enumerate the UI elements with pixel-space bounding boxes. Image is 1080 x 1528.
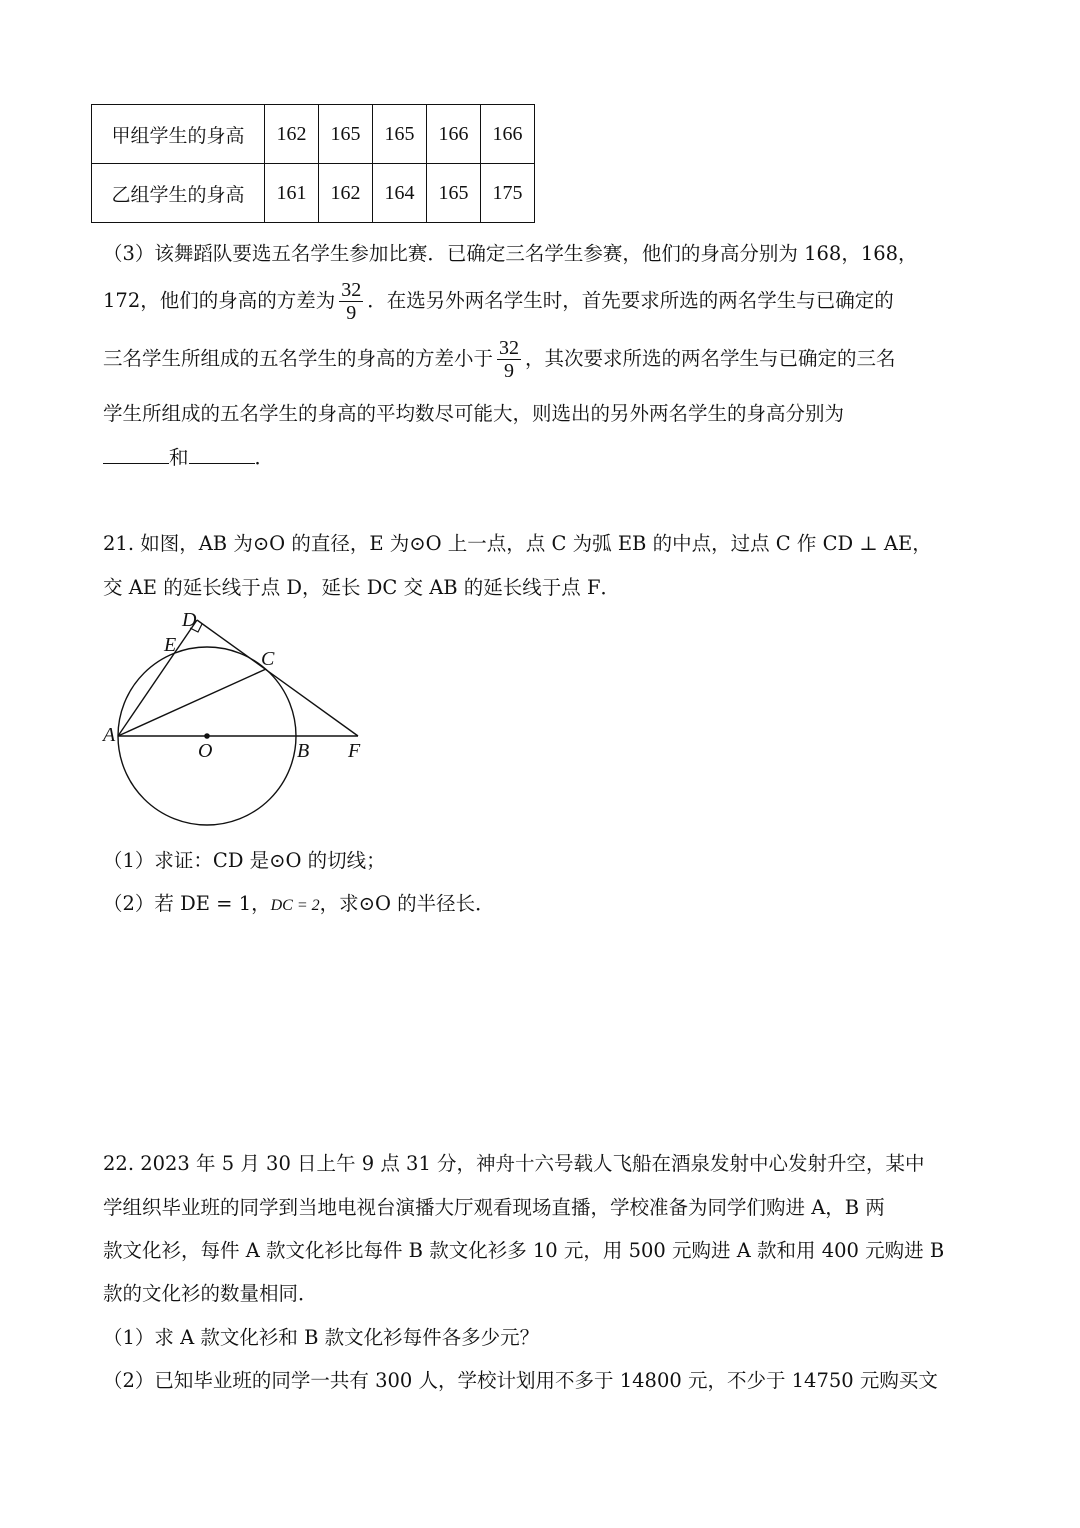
fraction-numerator: 32: [341, 279, 362, 301]
table-cell: 165: [373, 105, 427, 164]
table-cell: 161: [265, 164, 319, 223]
center-point: [204, 733, 210, 739]
q21-line2: 交 AE 的延长线于点 D，延长 DC 交 AB 的延长线于点 F．: [103, 576, 621, 599]
fraction-denominator: 9: [346, 302, 357, 324]
q21-part2-b: DC = 2: [270, 897, 320, 914]
label-a: A: [103, 724, 116, 746]
table-cell: 162: [319, 164, 373, 223]
height-table: [91, 104, 535, 223]
fraction-numerator: 32: [499, 337, 520, 359]
table-cell: 166: [481, 105, 535, 164]
table-row: [92, 164, 535, 223]
table-cell: 166: [427, 105, 481, 164]
table-cell: 162: [265, 105, 319, 164]
q21-part2-a: （2）若 DE = 1，: [103, 892, 271, 915]
label-b: B: [297, 740, 310, 762]
row-label: 甲组学生的身高: [92, 105, 265, 164]
q20-3-line1: （3）该舞蹈队要选五名学生参加比赛．已确定三名学生参赛，他们的身高分别为 168，168，: [103, 242, 918, 265]
q20-3-line5: [103, 442, 274, 470]
q20-3-line3: [103, 334, 896, 384]
label-f: F: [348, 740, 361, 762]
q20-3-line3-a: 三名学生所组成的五名学生的身高的方差小于: [103, 347, 494, 370]
row-label: 乙组学生的身高: [92, 164, 265, 223]
q22-line3: 款文化衫，每件 A 款文化衫比每件 B 款文化衫多 10 元，用 500 元购进 A 款和用 400 元购进 B: [103, 1239, 945, 1262]
q22-line4: 款的文化衫的数量相同．: [103, 1282, 318, 1305]
q20-3-line2: [103, 276, 894, 326]
q22-part2: （2）已知毕业班的同学一共有 300 人，学校计划用不多于 14800 元，不少于 14750 元购买文: [103, 1369, 938, 1392]
fraction-denominator: 9: [504, 360, 515, 382]
q20-3-and: 和: [169, 446, 189, 469]
table-cell: 165: [319, 105, 373, 164]
q20-3-line4: 学生所组成的五名学生的身高的平均数尽可能大，则选出的另外两名学生的身高分别为: [103, 402, 845, 425]
q22-line2: 学组织毕业班的同学到当地电视台演播大厅观看现场直播，学校准备为同学们购进 A，B 两: [103, 1196, 885, 1219]
table-cell: 165: [427, 164, 481, 223]
answer-blank: [103, 443, 169, 464]
table-cell: 175: [481, 164, 535, 223]
q21-part2-c: ，求⊙O 的半径长．: [319, 892, 495, 915]
table-row: [92, 105, 535, 164]
fraction: [339, 279, 363, 324]
line-df: [197, 620, 358, 736]
q21-part2: [103, 888, 495, 916]
q21-line1: 21. 如图，AB 为⊙O 的直径，E 为⊙O 上一点，点 C 为弧 EB 的中点，过点 C 作 CD ⊥ AE，: [103, 532, 932, 555]
answer-blank: [189, 443, 255, 464]
table-cell: 164: [373, 164, 427, 223]
label-d: D: [182, 609, 197, 631]
q20-3-line2-a: 172，他们的身高的方差为: [103, 289, 336, 312]
q20-3-line2-b: ．在选另外两名学生时，首先要求所选的两名学生与已确定的: [367, 289, 894, 312]
q22-line1: 22. 2023 年 5 月 30 日上午 9 点 31 分，神舟十六号载人飞船在酒泉发射中心发射升空，某中: [103, 1152, 925, 1175]
q20-3-end: ．: [254, 446, 275, 469]
circle-figure: [100, 605, 380, 835]
q22-part1: （1）求 A 款文化衫和 B 款文化衫每件各多少元？: [103, 1326, 540, 1349]
label-o: O: [198, 740, 213, 762]
fraction: [497, 337, 521, 382]
label-e: E: [164, 634, 177, 656]
q21-part1: （1）求证：CD 是⊙O 的切线；: [103, 849, 386, 872]
label-c: C: [261, 648, 275, 670]
q20-3-line3-b: ，其次要求所选的两名学生与已确定的三名: [525, 347, 896, 370]
